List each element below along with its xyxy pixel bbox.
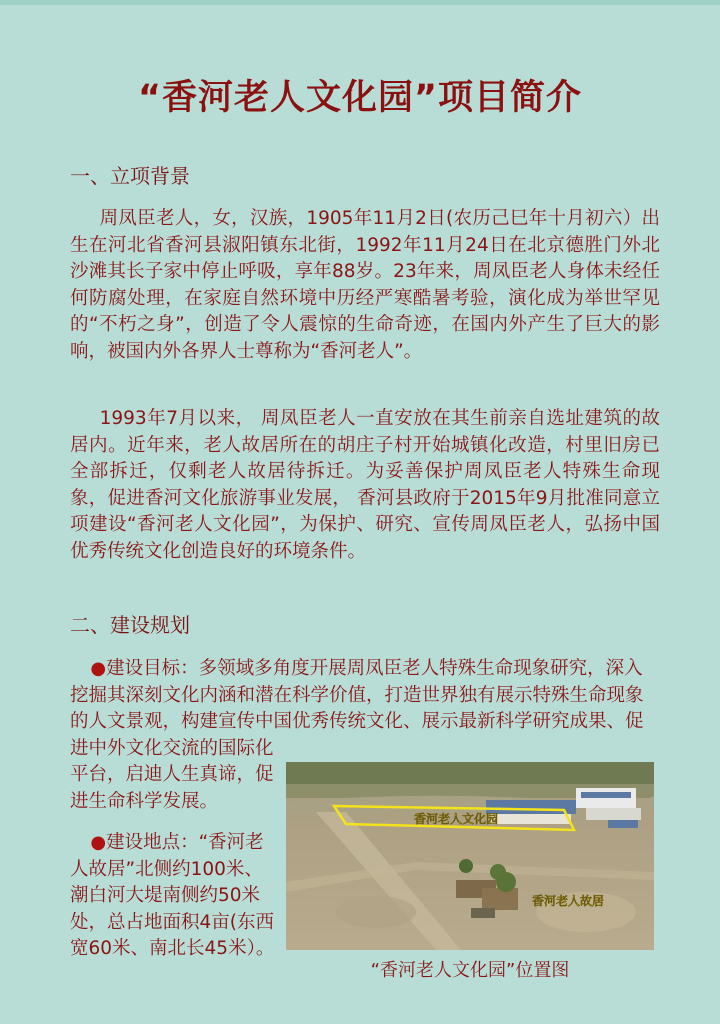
construction-goal-text: 建设目标：多领域多角度开展周凤臣老人特殊生命现象研究，深入挖掘其深刻文化内涵和潜在科学价值，打造世界独有展示特殊生命现象的人文景观，构建宣传中国优秀传统文化、展示最新科学研究成果、促进中外文化交流的国际化	[70, 658, 644, 759]
top-strip	[0, 0, 720, 5]
page-title: “香河老人文化园”项目简介	[137, 78, 582, 118]
construction-site	[70, 830, 280, 963]
paragraph-2: 1993年7月以来， 周凤臣老人一直安放在其生前亲自选址建筑的故居内。近年来，老人故居所在的胡庄子村开始城镇化改造，村里旧房已全部拆迁，仅剩老人故居待拆迁。为妥善保护周凤臣老人特殊生命现象，促进香河文化旅游事业发展， 香河县政府于2015年9月批准同意立项建设“香河老人文化园”，为保护、研究、宣传周凤臣老人，弘扬中国优秀传统文化创造良好的环境条件。	[70, 408, 660, 562]
section-heading-plan: 二、建设规划	[70, 613, 190, 637]
construction-goal	[70, 656, 660, 762]
label-residence: 香河老人故居	[531, 894, 605, 908]
bullet-icon: ●	[90, 658, 107, 679]
aerial-photo-drawing	[286, 762, 654, 950]
construction-goal-tail: 平台，启迪人生真谛，促进生命科学发展。	[70, 764, 274, 812]
construction-site-text: 建设地点：“香河老人故居”北侧约100米、 潮白河大堤南侧约50米处，总占地面积4亩(东西宽60米、南北长45米）。	[70, 832, 275, 960]
paragraph-1: 周凤臣老人，女，汉族，1905年11月2日(农历己巳年十月初六）出生在河北省香河县淑阳镇东北街，1992年11月24日在北京德胜门外北沙滩其长子家中停止呼吸，享年88岁。23年来，周凤臣老人身体未经任何防腐处理，在家庭自然环境中历经严寒酷暑考验，演化成为举世罕见的“不朽之身”，创造了令人震惊的生命奇迹，在国内外产生了巨大的影响，被国内外各界人士尊称为“香河老人”。	[70, 208, 660, 362]
bullet-icon: ●	[90, 832, 107, 853]
aerial-location-photo	[286, 762, 654, 950]
section-heading-background: 一、立项背景	[70, 164, 190, 188]
label-park: 香河老人文化园	[413, 812, 499, 826]
photo-caption: “香河老人文化园”位置图	[370, 960, 570, 981]
